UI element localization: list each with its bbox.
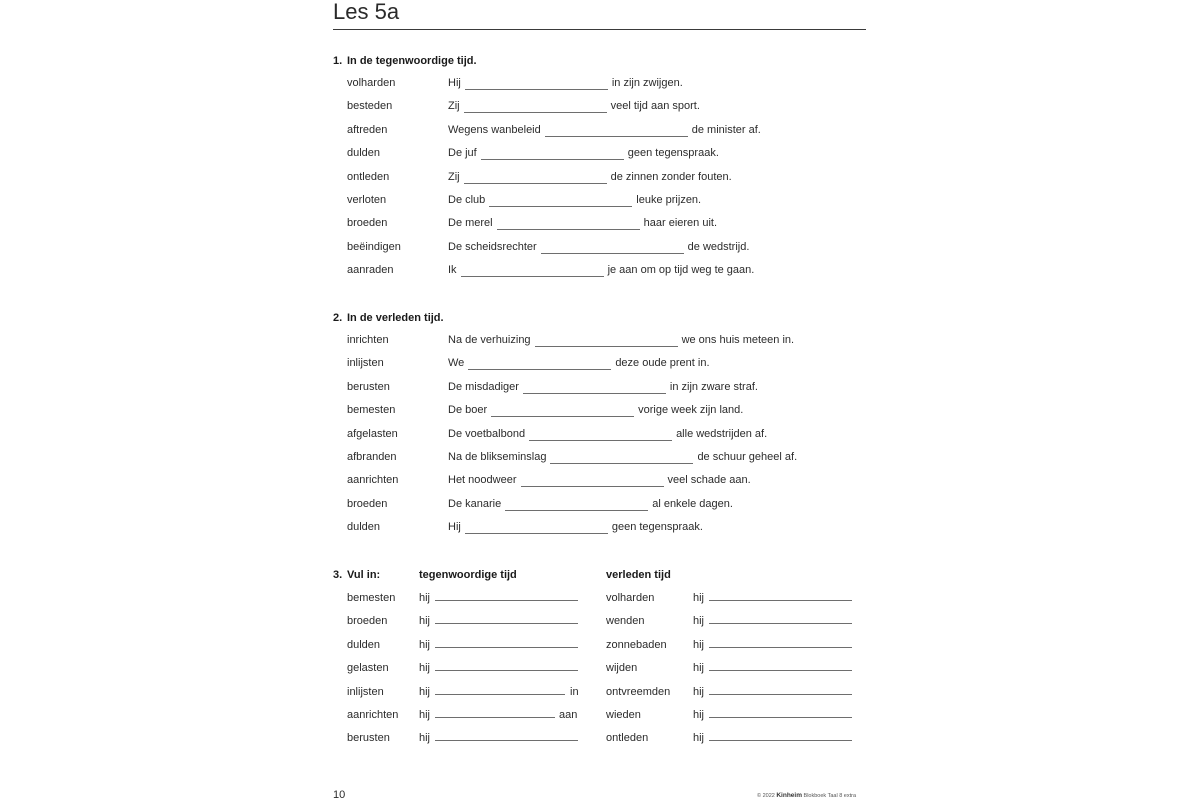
column-header-past: verleden tijd (606, 569, 671, 581)
sentence-start: Zij (448, 100, 460, 113)
answer-blank[interactable] (435, 591, 578, 601)
answer-blank[interactable] (435, 661, 578, 671)
verb-cue: inlijsten (347, 685, 384, 698)
footer-book: Blokboek Taal 8 extra (803, 793, 857, 799)
pronoun: hij (419, 662, 431, 675)
answer-blank[interactable] (468, 360, 611, 370)
pronoun: hij (693, 638, 705, 651)
sentence-end: in zijn zware straf. (669, 380, 758, 393)
answer-blank[interactable] (435, 685, 565, 695)
pronoun: hij (419, 615, 431, 628)
conjugation-row-past (606, 614, 856, 628)
sentence-end: geen tegenspraak. (627, 147, 719, 160)
answer-blank[interactable] (545, 127, 688, 137)
sentence-start: Hij (448, 77, 461, 89)
sentence (448, 356, 710, 370)
sentence-start: De boer (448, 404, 488, 417)
section-1-number: 1. (333, 55, 343, 67)
sentence (448, 99, 700, 113)
verb-cue: bemesten (347, 592, 396, 604)
sentence (448, 263, 754, 277)
conjugation-row-present (347, 614, 587, 628)
verb-cue: wenden (606, 615, 645, 628)
sentence-end: leuke prijzen. (636, 194, 702, 206)
verb-cue: inlijsten (347, 357, 384, 370)
sentence-end: geen tegenspraak. (611, 521, 703, 534)
sentence (448, 76, 683, 90)
answer-blank[interactable] (541, 244, 684, 254)
answer-blank[interactable] (435, 708, 555, 718)
answer-blank[interactable] (464, 103, 607, 113)
page-title: Les 5a (333, 0, 400, 24)
answer-blank[interactable] (709, 614, 852, 624)
sentence-start: De juf (448, 147, 477, 160)
sentence (448, 333, 794, 347)
pronoun: hij (419, 732, 431, 745)
footer-credit (757, 792, 856, 799)
verb-cue: aanrichten (347, 709, 399, 721)
verb-cue: volharden (347, 77, 396, 89)
sentence-end: we ons huis meteen in. (681, 334, 795, 346)
verb-cue: aanraden (347, 264, 394, 277)
pronoun: hij (693, 615, 705, 628)
pronoun: hij (693, 709, 705, 721)
sentence-start: Ik (448, 264, 457, 277)
sentence-start: De scheidsrechter (448, 240, 537, 253)
sentence (448, 240, 749, 254)
footer-copyright: © 2022 (757, 793, 775, 799)
sentence-start: Na de verhuizing (448, 334, 531, 346)
verb-cue: aftreden (347, 123, 388, 136)
column-header-present: tegenwoordige tijd (419, 569, 517, 581)
sentence-start: De voetbalbond (448, 427, 526, 440)
conjugation-row-past (606, 708, 856, 722)
verb-cue: dulden (347, 147, 381, 160)
answer-blank[interactable] (461, 267, 604, 277)
answer-blank[interactable] (491, 407, 634, 417)
sentence-end: de wedstrijd. (687, 240, 750, 253)
conjugation-row-present (347, 685, 587, 699)
section-2-title: In de verleden tijd. (347, 312, 444, 324)
verb-cue: afbranden (347, 451, 397, 463)
sentence-start: De club (448, 194, 486, 206)
sentence-end: al enkele dagen. (652, 497, 733, 510)
verb-cue: ontleden (606, 732, 649, 745)
pronoun: hij (693, 685, 705, 698)
verb-cue: inrichten (347, 334, 389, 346)
sentence (448, 427, 767, 441)
sentence-start: Zij (448, 170, 460, 183)
verb-cue: wijden (606, 662, 638, 675)
conjugation-row-present (347, 661, 587, 675)
sentence-start: Het noodweer (448, 474, 517, 487)
sentence (448, 216, 717, 230)
sentence (448, 146, 719, 160)
sentence-end: veel tijd aan sport. (610, 100, 700, 113)
answer-blank[interactable] (709, 731, 852, 741)
section-3-heading (333, 569, 380, 581)
answer-blank[interactable] (435, 731, 578, 741)
verb-cue: berusten (347, 732, 390, 745)
conjugation-row-present (347, 591, 587, 605)
pronoun: hij (419, 685, 431, 698)
answer-blank[interactable] (550, 454, 693, 464)
answer-blank[interactable] (523, 384, 666, 394)
sentence-end: je aan om op tijd weg te gaan. (607, 264, 755, 277)
answer-blank[interactable] (465, 524, 608, 534)
section-1-heading (333, 55, 477, 67)
verb-cue: beëindigen (347, 240, 401, 253)
conjugation-row-past (606, 731, 856, 745)
verb-cue: ontvreemden (606, 685, 671, 698)
verb-cue: gelasten (347, 662, 389, 675)
sentence-end: vorige week zijn land. (638, 404, 744, 417)
conjugation-row-past (606, 661, 856, 675)
sentence (448, 403, 743, 417)
answer-blank[interactable] (465, 80, 608, 90)
title-divider (333, 29, 866, 30)
verb-cue: zonnebaden (606, 638, 667, 651)
particle: in (570, 685, 579, 698)
verb-cue: broeden (347, 497, 388, 510)
pronoun: hij (693, 732, 705, 745)
answer-blank[interactable] (535, 337, 678, 347)
sentence-end: de minister af. (691, 123, 761, 136)
sentence (448, 380, 758, 394)
verb-cue: bemesten (347, 404, 396, 417)
sentence-start: De misdadiger (448, 380, 519, 393)
sentence-start: De merel (448, 217, 493, 230)
verb-cue: aanrichten (347, 474, 399, 487)
sentence (448, 520, 703, 534)
verb-cue: volharden (606, 592, 655, 604)
pronoun: hij (419, 709, 431, 721)
sentence (448, 450, 797, 464)
answer-blank[interactable] (709, 638, 852, 648)
answer-blank[interactable] (464, 174, 607, 184)
answer-blank[interactable] (529, 431, 672, 441)
pronoun: hij (693, 592, 705, 604)
conjugation-row-present (347, 731, 587, 745)
verb-cue: dulden (347, 638, 381, 651)
sentence-end: de zinnen zonder fouten. (610, 170, 732, 183)
answer-blank[interactable] (481, 150, 624, 160)
answer-blank[interactable] (709, 661, 852, 671)
answer-blank[interactable] (709, 685, 852, 695)
conjugation-row-present (347, 708, 587, 722)
section-2-heading (333, 312, 444, 324)
pronoun: hij (419, 592, 431, 604)
sentence-start: Na de blikseminslag (448, 451, 547, 463)
verb-cue: besteden (347, 100, 393, 113)
sentence-end: veel schade aan. (667, 474, 751, 487)
answer-blank[interactable] (489, 197, 632, 207)
footer-brand: Kinheim (776, 792, 803, 799)
verb-cue: broeden (347, 217, 388, 230)
conjugation-row-past (606, 591, 856, 605)
sentence-end: haar eieren uit. (643, 217, 718, 230)
sentence-start: Hij (448, 521, 461, 534)
answer-blank[interactable] (505, 501, 648, 511)
answer-blank[interactable] (521, 477, 664, 487)
answer-blank[interactable] (497, 220, 640, 230)
section-3-title: Vul in: (347, 569, 381, 581)
sentence-end: de schuur geheel af. (697, 451, 798, 463)
verb-cue: verloten (347, 194, 387, 206)
sentence-start: De kanarie (448, 497, 502, 510)
answer-blank[interactable] (435, 614, 578, 624)
sentence-start: We (448, 357, 465, 370)
verb-cue: afgelasten (347, 427, 398, 440)
pronoun: hij (419, 638, 431, 651)
verb-cue: broeden (347, 615, 388, 628)
verb-cue: dulden (347, 521, 381, 534)
page-number: 10 (333, 789, 346, 801)
verb-cue: berusten (347, 380, 390, 393)
pronoun: hij (693, 662, 705, 675)
sentence (448, 170, 732, 184)
answer-blank[interactable] (709, 708, 852, 718)
section-2-number: 2. (333, 312, 343, 324)
conjugation-row-past (606, 685, 856, 699)
sentence-start: Wegens wanbeleid (448, 123, 541, 136)
conjugation-row-present (347, 638, 587, 652)
sentence (448, 473, 751, 487)
sentence (448, 123, 761, 137)
sentence (448, 497, 733, 511)
sentence (448, 193, 701, 207)
section-1-title: In de tegenwoordige tijd. (347, 55, 477, 67)
sentence-end: deze oude prent in. (615, 357, 710, 370)
verb-cue: ontleden (347, 170, 390, 183)
section-3-number: 3. (333, 569, 343, 581)
sentence-end: alle wedstrijden af. (676, 427, 768, 440)
conjugation-row-past (606, 638, 856, 652)
particle: aan (559, 709, 578, 721)
verb-cue: wieden (606, 709, 641, 721)
answer-blank[interactable] (709, 591, 852, 601)
sentence-end: in zijn zwijgen. (611, 77, 683, 89)
answer-blank[interactable] (435, 638, 578, 648)
